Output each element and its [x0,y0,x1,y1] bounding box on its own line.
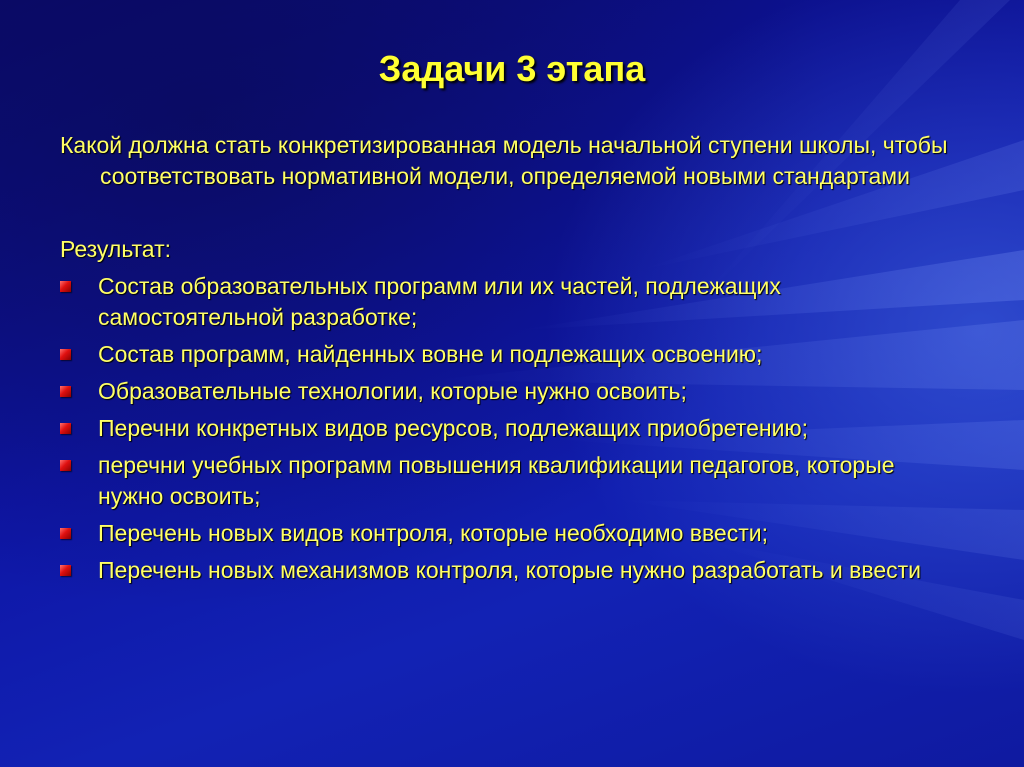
list-item [60,413,960,444]
red-square-bullet-icon [60,423,71,434]
red-square-bullet-icon [60,565,71,576]
slide-content [60,130,960,592]
slide-title: Задачи 3 этапа [378,48,646,89]
result-label: Результат: [60,236,171,262]
list-item [60,518,960,549]
red-square-bullet-icon [60,386,71,397]
list-item-text: Перечни конкретных видов ресурсов, подлежащих приобретению; [98,415,809,441]
list-item-text: Перечень новых механизмов контроля, которые нужно разработать и ввести [98,557,922,583]
list-item [60,376,960,407]
red-square-bullet-icon [60,528,71,539]
list-item-text: перечни учебных программ повышения квалификации педагогов, которые нужно освоить; [98,452,895,509]
red-square-bullet-icon [60,460,71,471]
red-square-bullet-icon [60,281,71,292]
list-item-text: Состав программ, найденных вовне и подлежащих освоению; [98,341,763,367]
list-item [60,450,960,512]
list-item-text: Образовательные технологии, которые нужно освоить; [98,378,687,404]
list-item-text: Перечень новых видов контроля, которые необходимо ввести; [98,520,768,546]
result-list [60,271,960,586]
list-item [60,555,960,586]
intro-paragraph: Какой должна стать конкретизированная модель начальной ступени школы, чтобы соответствовать нормативной модели, определяемой новыми стандартами [60,132,948,189]
red-square-bullet-icon [60,349,71,360]
list-item [60,271,960,333]
list-item [60,339,960,370]
list-item-text: Состав образовательных программ или их частей, подлежащих самостоятельной разработке; [98,273,781,330]
